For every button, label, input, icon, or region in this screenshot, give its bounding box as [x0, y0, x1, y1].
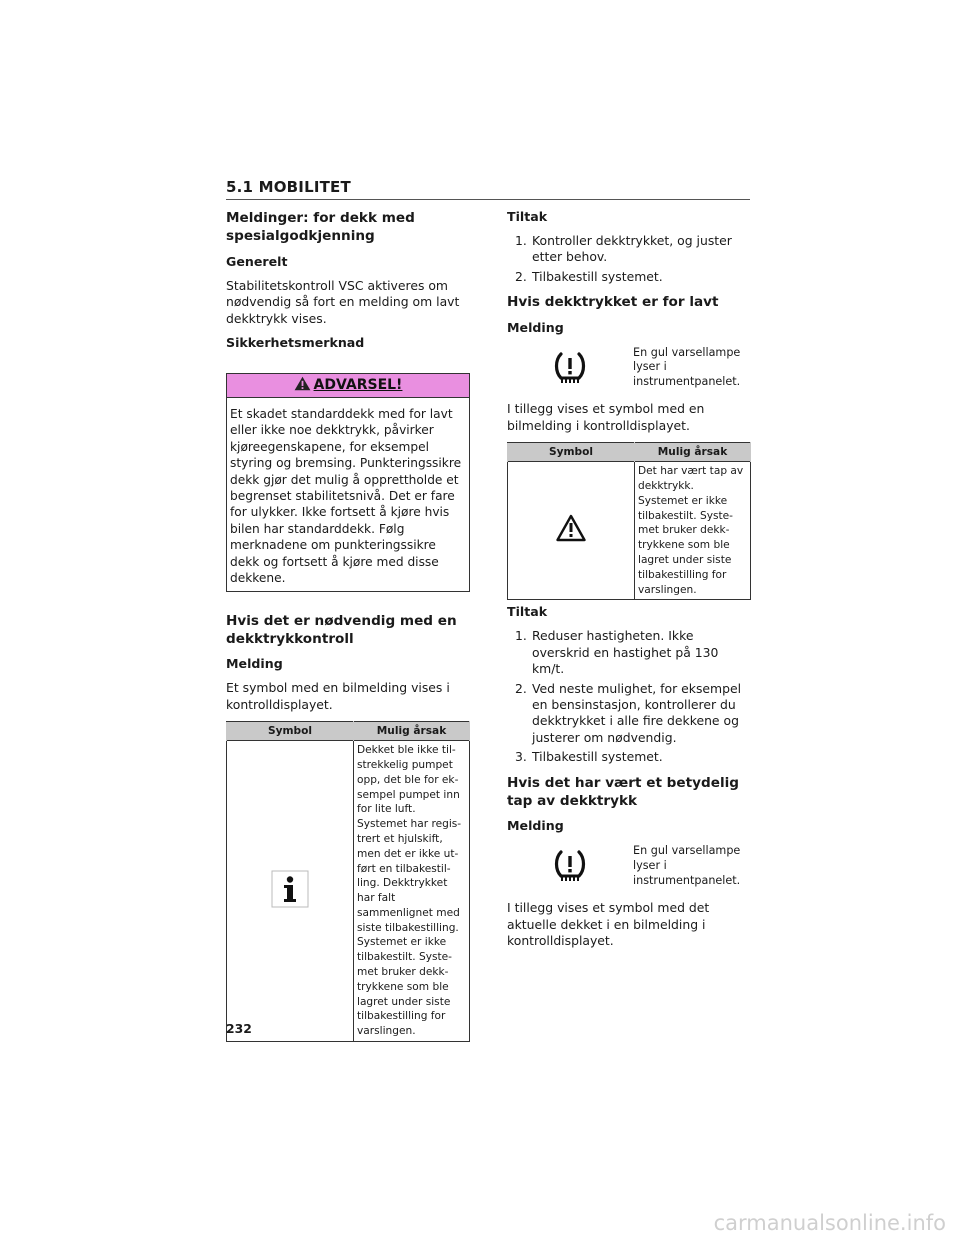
warning-lamp-row: [507, 844, 751, 888]
subheading-message: Melding: [507, 319, 564, 335]
section-title: 5.1 MOBILITET: [226, 178, 351, 196]
warning-title: ADVARSEL!: [313, 377, 403, 394]
subheading-general: Generelt: [226, 253, 288, 269]
warning-header: [227, 374, 469, 398]
step-number: 2.: [515, 680, 527, 696]
step-number: 2.: [515, 268, 527, 284]
subheading-message: Melding: [507, 818, 564, 834]
general-text: Stabilitetskontroll VSC aktiveres om nødvendig så fort en melding om lavt dekktrykk vises.: [226, 277, 460, 326]
heading-pressure-check: Hvis det er nødvendig med en dekktrykkontroll: [226, 612, 457, 647]
left-column: [226, 209, 470, 1042]
subheading-action: Tiltak: [507, 604, 548, 620]
info-icon: [271, 899, 309, 911]
step-number: 1.: [515, 233, 527, 248]
heading-significant-loss: Hvis det har vært et betydelig tap av dekktrykk: [507, 774, 739, 810]
step-text: Kontroller dekktrykket, og juster etter behov.: [532, 233, 732, 265]
symbol-cell: [227, 741, 354, 1042]
action-list-2: [507, 628, 751, 765]
symbol-table-1: [226, 721, 470, 1042]
list-item: [515, 269, 751, 285]
list-item: [515, 681, 751, 747]
final-text: I tillegg vises et symbol med det aktuelle dekket i en bilmelding i kontrolldisplayet.: [507, 900, 710, 949]
section-divider: [226, 199, 750, 200]
page-number: 232: [226, 1021, 252, 1036]
heading-low-pressure: Hvis dekktrykket er for lavt: [507, 294, 719, 311]
warning-triangle-icon: [294, 376, 311, 395]
action-list-1: [507, 233, 751, 285]
warning-box: [226, 373, 470, 591]
list-item: [515, 628, 751, 677]
list-item: [515, 233, 751, 266]
warning-triangle-icon: [556, 533, 586, 545]
col-header-symbol: Symbol: [508, 443, 635, 462]
step-number: 1.: [515, 628, 527, 644]
warning-text: Et skadet standarddekk med for lavt eller ikke noe dekktrykk, påvirker kjøreegenskapene, for eksempel styring og bremsing. Punkteringssikre dekk gjør det mulig å opprettholde et begrenset stabilitetsnivå. Det er fare for ulykker. Ikke fortsett å kjøre hvis bilen har standarddekk. Følg merknadene om punkteringssikre dekk og fortsett å kjøre med disse dekkene.: [230, 407, 462, 586]
subheading-action: Tiltak: [507, 209, 548, 224]
step-text: Tilbakestill systemet.: [532, 268, 663, 284]
tire-pressure-warning-icon: [507, 850, 633, 882]
col-header-symbol: Symbol: [227, 722, 354, 741]
symbol-table-2: [507, 442, 751, 600]
step-text: Reduser hastigheten. Ikke overskrid en hastighet på 130 km/t.: [532, 628, 719, 677]
step-number: 3.: [515, 749, 527, 765]
lamp-text: En gul varsellampe lyser i instrumentpanelet.: [633, 345, 741, 388]
col-header-cause: Mulig årsak: [635, 443, 751, 462]
watermark: carmanualsonline.info: [713, 1211, 946, 1235]
step-text: Ved neste mulighet, for eksempel en bensinstasjon, kontrollerer du dekktrykket i alle fire dekkene og justerer om nødvendig.: [532, 680, 742, 745]
subheading-message: Melding: [226, 656, 283, 672]
cause-cell: Dekket ble ikke til-strekkelig pumpet opp, det ble for ek-sempel pumpet inn for lite luft. Systemet har regis-trert et hjulskift, men det er ikke ut-ført en tilbakestil-ling. Dekktrykket har falt sammenlignet med siste tilbakestilling. Systemet er ikke tilbakestilt. Syste-met bruker dekk-trykkene som ble lagret under siste tilbakestilling for varslingen.: [354, 741, 470, 1042]
symbol-cell: [508, 462, 635, 600]
right-column: [507, 209, 751, 957]
cause-cell: Det har vært tap av dekktrykk. Systemet er ikke tilbakestilt. Syste-met bruker dekk-trykkene som ble lagret under siste tilbakestilling for varslingen.: [635, 462, 751, 600]
tire-pressure-warning-icon: [507, 352, 633, 384]
list-item: [515, 749, 751, 765]
symbol-info-text: I tillegg vises et symbol med en bilmelding i kontrolldisplayet.: [507, 401, 705, 433]
heading-special-tyres: Meldinger: for dekk med spesialgodkjenning: [226, 210, 415, 245]
step-text: Tilbakestill systemet.: [532, 749, 663, 765]
message-text: Et symbol med en bilmelding vises i kontrolldisplayet.: [226, 680, 450, 712]
col-header-cause: Mulig årsak: [354, 722, 470, 741]
subheading-safety: Sikkerhetsmerknad: [226, 335, 365, 351]
lamp-text: En gul varsellampe lyser i instrumentpanelet.: [633, 844, 741, 887]
warning-lamp-row: [507, 346, 751, 390]
